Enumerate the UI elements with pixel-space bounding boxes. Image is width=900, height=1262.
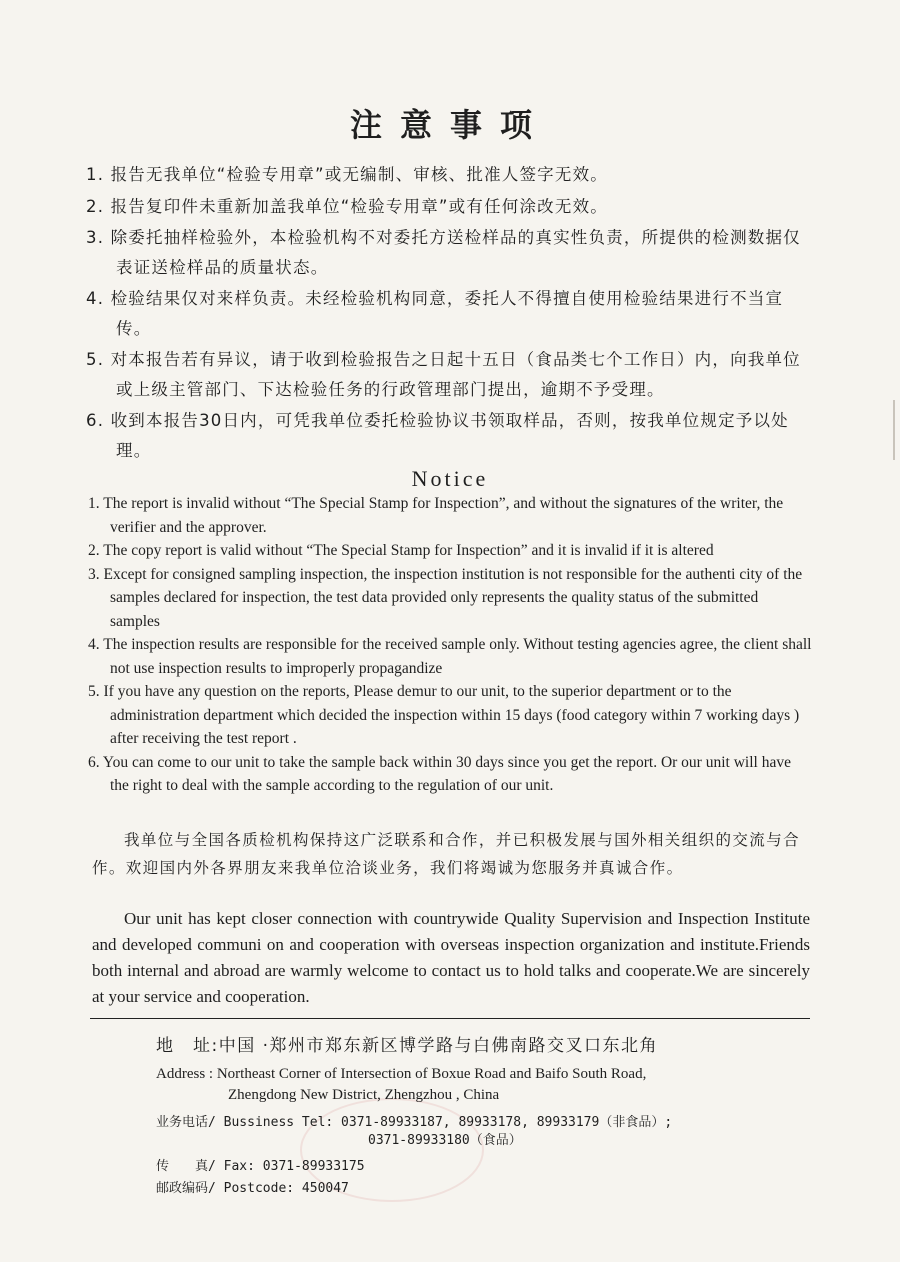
address-chinese: 地 址:中国 ·郑州市郑东新区博学路与白佛南路交叉口东北角 [156,1036,659,1056]
business-telephone [156,1114,816,1150]
fax-number: 传 真/ Fax: 0371-89933175 [156,1159,365,1174]
address-english [156,1064,816,1106]
en-notice-item-6: 6. You can come to our unit to take the sample back within 30 days since you get the report. Or our unit will have the right to deal with the sample according to the regulation of our unit. [88,753,791,794]
postcode: 邮政编码/ Postcode: 450047 [156,1181,349,1196]
telephone-line-2: 0371-89933180（食品） [368,1133,522,1148]
cn-notice-item-3: 3. 除委托抽样检验外，本检验机构不对委托方送检样品的真实性负责，所提供的检测数据仅表证送检样品的质量状态。 [86,228,801,277]
address-english-line-2: Zhengdong New District, Zhengzhou , China [228,1087,500,1103]
address-english-line-1: Address : Northeast Corner of Intersection of Boxue Road and Baifo South Road, [156,1066,647,1082]
cn-notice-item-1: 1. 报告无我单位“检验专用章”或无编制、审核、批准人签字无效。 [86,165,608,184]
en-notice-item-4: 4. The inspection results are responsible for the received sample only. Without testing agencies agree, the client shall not use inspection results to improperly propagandize [88,636,812,677]
en-notice-item-5: 5. If you have any question on the reports, Please demur to our unit, to the superior department or to the administration department which decided the inspection within 15 days (food category within 7 working days ) after receiving the test report . [88,683,800,747]
en-notice-item-1: 1. The report is invalid without “The Special Stamp for Inspection”, and without the signatures of the writer, the verifier and the approver. [88,495,784,536]
cn-notice-item-5: 5. 对本报告若有异议，请于收到检验报告之日起十五日（食品类七个工作日）内，向我单位或上级主管部门、下达检验任务的行政管理部门提出，逾期不予受理。 [86,350,801,399]
contact-footer [156,1030,816,1200]
cn-notice-item-4: 4. 检验结果仅对来样负责。未经检验机构同意，委托人不得擅自使用检验结果进行不当宣传。 [86,289,784,338]
english-cooperation-paragraph: Our unit has kept closer connection with countrywide Quality Supervision and Inspection Institute and developed communi on and cooperation with overseas inspection organization and institute.Friends both internal and abroad are warmly welcome to contact us to hold talks and cooperate.We are sincerely at your service and cooperation. [92,909,810,1006]
chinese-cooperation-paragraph: 我单位与全国各质检机构保持这广泛联系和合作，并已积极发展与国外相关组织的交流与合作。欢迎国内外各界朋友来我单位洽谈业务，我们将竭诚为您服务并真诚合作。 [92,831,801,877]
telephone-line-1: 业务电话/ Bussiness Tel: 0371-89933187, 89933178, 89933179（非食品）; [156,1115,673,1130]
cn-notice-item-2: 2. 报告复印件未重新加盖我单位“检验专用章”或有任何涂改无效。 [86,196,608,216]
en-notice-item-3: 3. Except for consigned sampling inspection, the inspection institution is not responsible for the authenti city of the samples declared for inspection, the test data provided only represents the quality status of the submitted samples [88,565,803,630]
cn-notice-item-6: 6. 收到本报告30日内，可凭我单位委托检验协议书领取样品，否则，按我单位规定予以处理。 [86,411,789,460]
chinese-notice-list [86,160,816,467]
page-edge-shadow [893,400,895,460]
notice-heading: Notice [411,466,489,491]
page-title: 注意事项 [349,106,550,144]
english-notice-list [88,492,812,798]
footer-divider [90,1018,810,1019]
en-notice-item-2: 2. The copy report is valid without “The Special Stamp for Inspection” and it is invalid if it is altered [88,542,714,559]
